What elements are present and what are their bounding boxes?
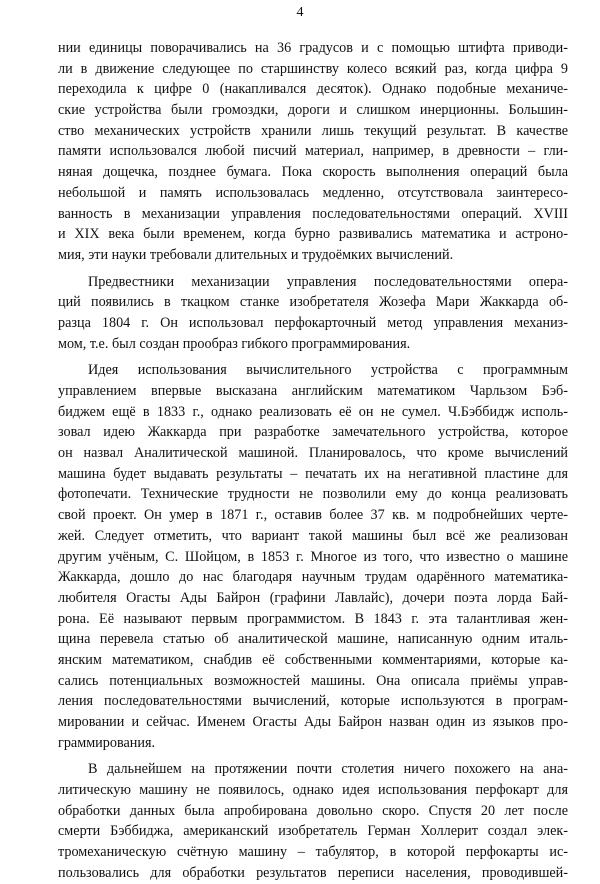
text-line: разца 1804 г. Он использовал перфокарточный метод управления механиз- — [58, 314, 568, 331]
page-number: 4 — [296, 5, 304, 20]
text-line: зовал идею Жаккарда при разработке замечательного устройства, которое — [58, 424, 568, 441]
text-line: любителя Огасты Ады Байрон (графини Лавлайс), дочери поэта лорда Бай- — [58, 589, 568, 606]
text-line: памяти использовался любой писчий материал, например, в древности – гли- — [58, 143, 568, 160]
text-line: мия, эти науки требовали длительных и трудоёмких вычислений. — [58, 246, 454, 263]
text-line: ство механических устройств хранили лишь текущий результат. В качестве — [58, 122, 568, 139]
text-line: и XIX века были временем, когда бурно развивались математика и астроно- — [58, 226, 568, 243]
body-text — [58, 38, 568, 884]
text-line: обработки данных была апробирована довольно скоро. Спустя 20 лет после — [58, 802, 568, 819]
paragraph — [58, 360, 568, 753]
text-line: управлением впервые высказана английским математиком Чарльзом Бэб- — [58, 383, 568, 399]
text-line: нии единицы поворачивались на 36 градусов и с помощью штифта приводи- — [58, 40, 568, 56]
text-line: литическую машину не появилось, однако идея использования перфокарт для — [58, 782, 568, 799]
text-line: тромеханическую счётную машину – табулятор, в которой перфокарты ис- — [58, 844, 568, 861]
text-line: няная дощечка, позднее бумага. Пока скорость выполнения операций была — [58, 164, 568, 181]
text-line: другим учёным, С. Шойцом, в 1853 г. Многое из того, что известно о машине — [58, 548, 568, 565]
text-line: Предвестники механизации управления последовательностями опера- — [88, 273, 568, 290]
paragraph — [58, 38, 568, 266]
text-line: жей. Следует отметить, что вариант такой машины был всё же реализован — [58, 527, 568, 544]
text-line: ские устройства были громоздки, дороги и слишком инерционны. Большин- — [58, 102, 568, 119]
text-line: граммирования. — [58, 734, 156, 751]
text-line: сались потенциальных возможностей машины. Она описала приёмы управ- — [58, 672, 568, 689]
text-line: ций появились в ткацком станке изобретателя Жозефа Мари Жаккарда об- — [58, 294, 568, 311]
text-line: рона. Её называют первым программистом. В 1843 г. эта талантливая жен- — [58, 610, 568, 627]
text-line: щина перевела статью об аналитической машине, написанную одним италь- — [58, 631, 568, 648]
text-line: пользовались для обработки результатов переписи населения, проводившей- — [58, 864, 568, 881]
text-line: Жаккарда, дошло до нас благодаря научным трудам одарённого математика- — [58, 569, 568, 586]
paragraph — [58, 272, 568, 355]
text-line: небольшой и память использовалась медленно, отсутствовала заинтересо- — [58, 184, 568, 201]
text-line: биджем ещё в 1833 г., однако реализовать её он не сумел. Ч.Бэббидж исполь- — [58, 403, 568, 420]
text-line: ванность в механизации управления последовательностями операций. XVIII — [58, 205, 568, 222]
text-line: мом, т.е. был создан прообраз гибкого программирования. — [58, 335, 411, 352]
text-line: машина будет выдавать результаты – печатать их на негативной пластине для — [58, 465, 568, 482]
text-line: В дальнейшем на протяжении почти столетия ничего похожего на ана- — [88, 761, 568, 778]
text-line: смерти Бэббиджа, американский изобретатель Герман Холлерит создал элек- — [58, 823, 568, 840]
text-line: он назвал Аналитической машиной. Планировалось, что кроме вычислений — [58, 445, 568, 462]
text-line: Идея использования вычислительного устройства с программным — [88, 362, 568, 379]
text-line: янским математиком, снабдив её собственными комментариями, которые ка- — [58, 651, 568, 668]
text-line: мировании и сейчас. Именем Огасты Ады Байрон назван один из языков про- — [58, 714, 568, 730]
text-line: переходила к цифре 0 (накапливался десяток). Однако подобные механиче- — [58, 81, 568, 98]
text-line: ли в движение следующее по старшинству колесо всякий раз, когда цифра 9 — [58, 60, 568, 77]
paragraph — [58, 759, 568, 883]
text-line: свой проект. Он умер в 1871 г., оставив более 37 кв. м подробнейших черте- — [58, 507, 568, 524]
text-line: ления последовательностями вычислений, которые используются в програм- — [58, 693, 568, 710]
text-line: фотопечати. Технические трудности не позволили ему до конца реализовать — [58, 486, 568, 503]
